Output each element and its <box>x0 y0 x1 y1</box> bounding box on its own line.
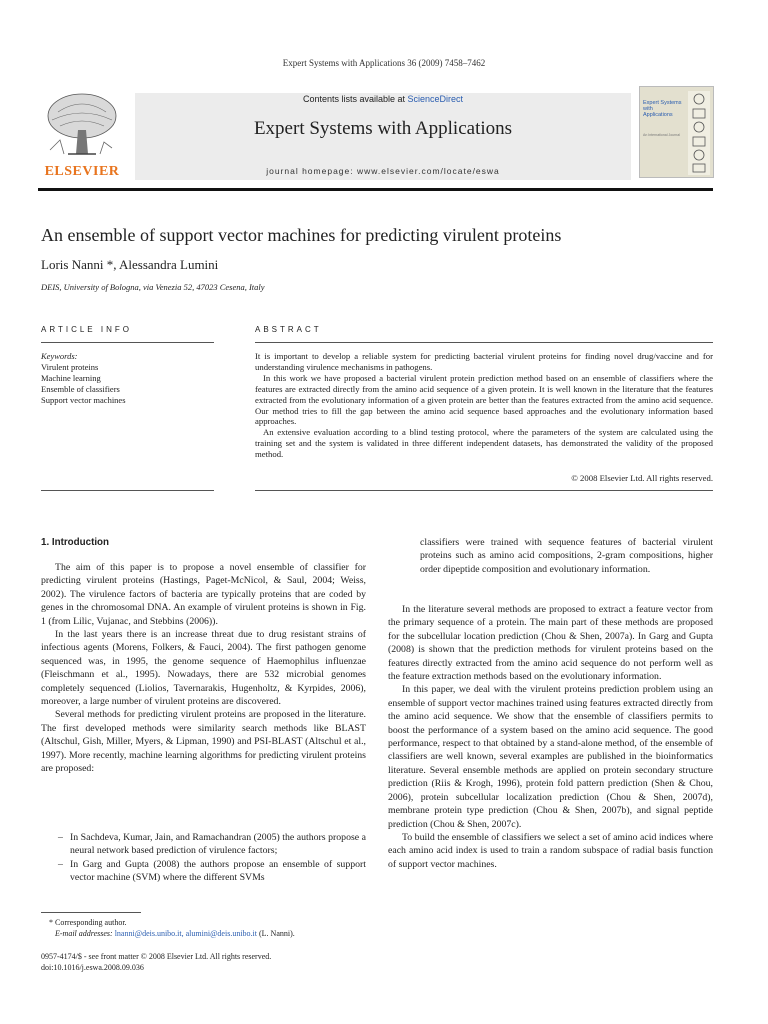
divider <box>41 490 214 491</box>
elsevier-wordmark: ELSEVIER <box>44 164 120 179</box>
right-column <box>388 603 713 871</box>
body-paragraph: In this paper, we deal with the virulent proteins prediction problem using an ensemble of support vector machines trained using features extracted directly from the amino acid sequence. We show that the ensemble of classifiers permits to boost the performance of a system based on the amino acid sequence. The good performance, respect to that obtained by a stand-alone method, of the ensemble of classifiers are well known, several examples are published in the bioinformatics literature. Several ensemble methods are applied on protein secondary structure prediction (Riis & Krogh, 1996), protein fold pattern prediction (Shen & Chou, 2006), protein subcellular localization prediction (Chou & Shen, 2007d), membrane protein type prediction (Chou & Shen, 2007b), and signal peptide prediction (Chou & Shen, 2007c). <box>388 684 713 830</box>
keywords <box>41 351 126 406</box>
abstract-heading: ABSTRACT <box>255 325 322 334</box>
list-item: – In Sachdeva, Kumar, Jain, and Ramachandran (2005) the authors propose a neural network based prediction of virulence factors; <box>58 832 366 857</box>
body-paragraph: In the last years there is an increase threat due to drug resistant strains of infectious agents (Morens, Folkers, & Fauci, 2004). The first pathogen genome sequenced was, in 1995, the genome sequence of Haemophilus influenzae (Fleischmann et al., 1995). Nowadays, there are 532 microbial genomes completely sequenced (Liolios, Tavernarakis, Hugenholtz, & Kyrpides, 2006), moreover, a large number of virulent proteins are discovered. <box>41 629 366 708</box>
footnote-rule <box>41 912 141 913</box>
body-paragraph: The aim of this paper is to propose a novel ensemble of classifier for predicting virulent proteins (Hastings, Paget-McNicol, & Saul, 2004; Weiss, 2002). The virulence factors of bacteria are typically proteins that are coded by genes in the chromosomal DNA. An example of virulent proteins is shown in Fig. 1 (from Lilic, Vujanac, and Stebbins (2006)). <box>41 562 366 627</box>
corresponding-author-note: * Corresponding author. <box>49 918 127 927</box>
cover-subtitle: An International Journal <box>643 133 680 137</box>
left-column <box>41 561 366 776</box>
header-rule <box>38 188 713 191</box>
abstract-paragraph: In this work we have proposed a bacterial virulent protein prediction method based on an ensemble of classifiers where the features are extracted directly from the amino acid sequence of a given protein. It is well known in the literature that the features extracted from the evolutionary information of a given protein are better than the features extracted from the amino acid sequence. Our method tries to fill the gap between the amino acid sequence based approaches and the evolutionary information based approaches. <box>255 372 713 427</box>
contents-line <box>135 94 631 104</box>
email-note <box>41 928 295 939</box>
keyword: Support vector machines <box>41 395 126 405</box>
divider <box>255 342 713 343</box>
authors: Loris Nanni *, Alessandra Lumini <box>41 257 219 272</box>
abstract-paragraph: An extensive evaluation according to a blind testing protocol, where the parameters of the system are calculated using the training set and the system is validated in three different independent datasets, has demonstrated the validity of the proposed method. <box>255 427 713 460</box>
article-info-heading: ARTICLE INFO <box>41 325 132 334</box>
contents-prefix: Contents lists available at <box>302 94 408 104</box>
email-links[interactable]: lnanni@deis.unibo.it, alumini@deis.unibo.it <box>114 929 257 938</box>
method-list <box>58 831 366 885</box>
keyword: Machine learning <box>41 373 101 383</box>
keyword: Ensemble of classifiers <box>41 384 120 394</box>
issn-block <box>41 951 271 973</box>
body-paragraph: In the literature several methods are proposed to extract a feature vector from the primary sequence of a protein. The main part of these methods are proposed for the subcellular location prediction (Chou & Shen, 2007a). In Garg and Gupta (2008) is shown that the prediction methods for virulent proteins based on the features directly extracted from the amino acid sequence do not perform well as the feature extraction methods based on the evolutionary information. <box>388 604 713 683</box>
homepage-link[interactable]: www.elsevier.com/locate/eswa <box>356 166 500 176</box>
abstract-body <box>255 351 713 460</box>
affiliation: DEIS, University of Bologna, via Venezia 52, 47023 Cesena, Italy <box>41 282 265 292</box>
keywords-heading: Keywords: <box>41 351 78 361</box>
journal-citation: Expert Systems with Applications 36 (2009) 7458–7462 <box>282 58 486 68</box>
article-title: An ensemble of support vector machines for predicting virulent proteins <box>41 225 562 245</box>
list-item-text: In Garg and Gupta (2008) the authors propose an ensemble of support vector machine (SVM) where the different SVMs <box>70 858 366 884</box>
elsevier-tree-logo-icon <box>38 92 126 160</box>
abstract-copyright: © 2008 Elsevier Ltd. All rights reserved. <box>571 473 713 483</box>
list-continuation: classifiers were trained with sequence features of bacterial virulent proteins such as amino acid compositions, 2-gram compositions, higher order dipeptide composition and evolutionary information. <box>420 537 713 575</box>
doi-line[interactable]: doi:10.1016/j.eswa.2008.09.036 <box>41 963 144 972</box>
divider <box>255 490 713 491</box>
body-paragraph: To build the ensemble of classifiers we select a set of amino acid indices where each amino acid index is used to train a random subspace of radial basis function of support vector machines. <box>388 831 713 870</box>
cover-title: Expert Systems with Applications <box>643 100 682 118</box>
sciencedirect-link[interactable]: ScienceDirect <box>407 94 464 104</box>
body-paragraph: Several methods for predicting virulent proteins are proposed in the literature. The first developed methods were similarity search methods like BLAST (Altschul, Gish, Miller, Myers, & Lipman, 1990) and PSI-BLAST (Altschul et al., 1997). More recently, machine learning algorithms for predicting virulent proteins are proposed: <box>41 709 366 775</box>
keyword: Virulent proteins <box>41 362 99 372</box>
email-label: E-mail addresses: <box>55 929 115 938</box>
homepage-prefix: journal homepage: <box>266 166 357 176</box>
email-suffix: (L. Nanni). <box>256 929 295 938</box>
list-item-text: In Sachdeva, Kumar, Jain, and Ramachandran (2005) the authors propose a neural network based prediction of virulence factors; <box>70 832 366 857</box>
divider <box>41 342 214 343</box>
footnote <box>41 917 295 939</box>
section-heading: 1. Introduction <box>41 537 110 548</box>
abstract-paragraph: It is important to develop a reliable system for predicting bacterial virulent proteins for finding novel drug/vaccine and for understanding virulence mechanisms in pathogens. <box>255 351 713 372</box>
journal-title: Expert Systems with Applications <box>253 118 513 139</box>
list-item: – In Garg and Gupta (2008) the authors propose an ensemble of support vector machine (SVM) where the different SVMs <box>58 858 366 884</box>
journal-homepage <box>135 166 631 176</box>
issn-line: 0957-4174/$ - see front matter © 2008 Elsevier Ltd. All rights reserved. <box>41 952 272 961</box>
